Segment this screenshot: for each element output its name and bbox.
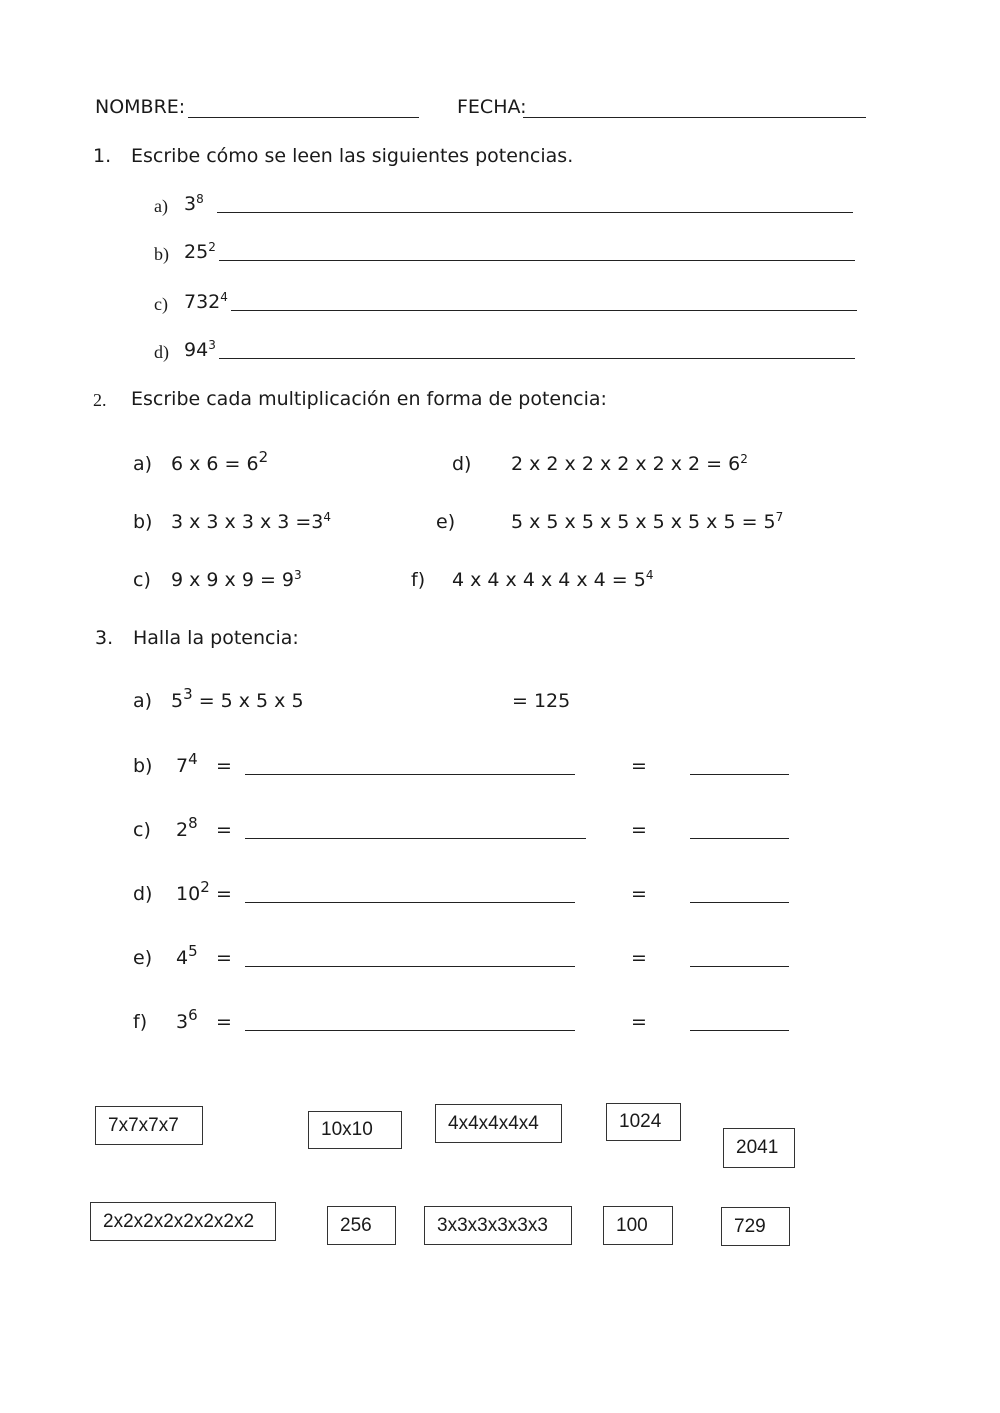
ex3-equals: = [631, 755, 647, 777]
ex3-expansion-line[interactable] [245, 1030, 575, 1031]
ex3-equals: = [631, 1011, 647, 1033]
ex2-item-expr: 9 x 9 x $9 = 9^3$ [171, 568, 302, 591]
ex1-item-letter: c) [154, 294, 168, 314]
ex3-expansion-line[interactable] [245, 966, 575, 967]
answer-tile[interactable]: 4x4x4x4x4 [435, 1104, 562, 1143]
ex1-answer-line[interactable] [219, 358, 855, 359]
ex3-equals: = [216, 1011, 232, 1033]
ex1-item-power: $732^4$ [184, 290, 228, 313]
answer-tile[interactable]: 256 [327, 1206, 396, 1245]
date-field[interactable] [523, 117, 866, 118]
ex3-expansion-line[interactable] [245, 774, 575, 775]
answer-tile[interactable]: 2041 [723, 1128, 795, 1168]
ex3-item-letter: b) [133, 755, 153, 777]
answer-tile[interactable]: 7x7x7x7 [95, 1106, 203, 1145]
date-label: FECHA: [457, 96, 527, 118]
ex2-item-letter: a) [133, 453, 153, 475]
answer-tile[interactable]: 729 [721, 1207, 790, 1246]
ex2-item-expr: 2 x 2 x 2 x 2 x 2 x $2 = 6^2$ [511, 452, 748, 475]
ex2-item-letter: d) [452, 453, 472, 475]
ex3-number: 3. [95, 627, 114, 649]
answer-tile[interactable]: 2x2x2x2x2x2x2x2 [90, 1202, 276, 1241]
ex3-example-result: = 125 [512, 690, 571, 712]
answer-tile[interactable]: 100 [603, 1206, 673, 1245]
ex1-item-letter: a) [154, 196, 168, 216]
ex3-result-line[interactable] [690, 774, 789, 775]
ex3-item-power: $3^6$ [176, 1006, 198, 1033]
answer-tile[interactable]: 1024 [606, 1103, 681, 1141]
ex2-item-letter: e) [436, 511, 456, 533]
ex3-equals: = [216, 883, 232, 905]
ex3-expansion-line[interactable] [245, 902, 575, 903]
ex1-title: Escribe cómo se leen las siguientes potencias. [131, 145, 574, 167]
ex3-equals: = [216, 819, 232, 841]
ex2-item-expr: 6 x $6 = 6^2$ [171, 448, 269, 475]
ex3-item-letter: d) [133, 883, 153, 905]
ex3-result-line[interactable] [690, 838, 789, 839]
ex2-item-letter: c) [133, 569, 151, 591]
name-field[interactable] [188, 117, 419, 118]
ex3-example-letter: a) [133, 690, 153, 712]
ex1-number: 1. [93, 145, 112, 167]
ex3-equals: = [631, 883, 647, 905]
ex1-item-power: $94^3$ [184, 338, 216, 361]
ex3-item-letter: f) [133, 1011, 148, 1033]
name-label: NOMBRE: [95, 96, 186, 118]
ex3-result-line[interactable] [690, 966, 789, 967]
ex1-item-letter: d) [154, 342, 169, 362]
ex3-equals: = [216, 755, 232, 777]
ex3-item-letter: e) [133, 947, 153, 969]
ex1-item-letter: b) [154, 244, 169, 264]
ex2-item-expr: 5 x 5 x 5 x 5 x 5 x 5 x $5 = 5^7$ [511, 510, 784, 533]
ex3-equals: = [631, 947, 647, 969]
ex3-item-power: $4^5$ [176, 942, 198, 969]
ex2-item-letter: f) [411, 569, 426, 591]
ex2-title: Escribe cada multiplicación en forma de potencia: [131, 388, 607, 410]
ex2-item-expr: 4 x 4 x 4 x 4 x $4 = 5^4$ [452, 568, 654, 591]
ex3-result-line[interactable] [690, 902, 789, 903]
ex1-answer-line[interactable] [217, 212, 853, 213]
ex3-item-letter: c) [133, 819, 151, 841]
ex1-answer-line[interactable] [231, 310, 857, 311]
ex2-item-letter: b) [133, 511, 153, 533]
ex3-result-line[interactable] [690, 1030, 789, 1031]
ex3-item-power: $10^2$ [176, 878, 210, 905]
answer-tile[interactable]: 3x3x3x3x3x3 [424, 1206, 572, 1245]
ex3-title: Halla la potencia: [133, 627, 299, 649]
ex3-item-power: $7^4$ [176, 750, 198, 777]
ex3-item-power: $2^8$ [176, 814, 198, 841]
ex1-answer-line[interactable] [219, 260, 855, 261]
ex1-item-power: $3^8$ [184, 192, 204, 215]
ex2-number: 2. [93, 390, 107, 410]
answer-tile[interactable]: 10x10 [308, 1111, 402, 1149]
ex3-example-power: $5^3 = 5$ x 5 x 5 [171, 685, 304, 712]
ex3-equals: = [631, 819, 647, 841]
ex3-equals: = [216, 947, 232, 969]
ex3-expansion-line[interactable] [245, 838, 586, 839]
ex1-item-power: $25^2$ [184, 240, 216, 263]
ex2-item-expr: 3 x 3 x 3 x $3 =3^4$ [171, 510, 332, 533]
